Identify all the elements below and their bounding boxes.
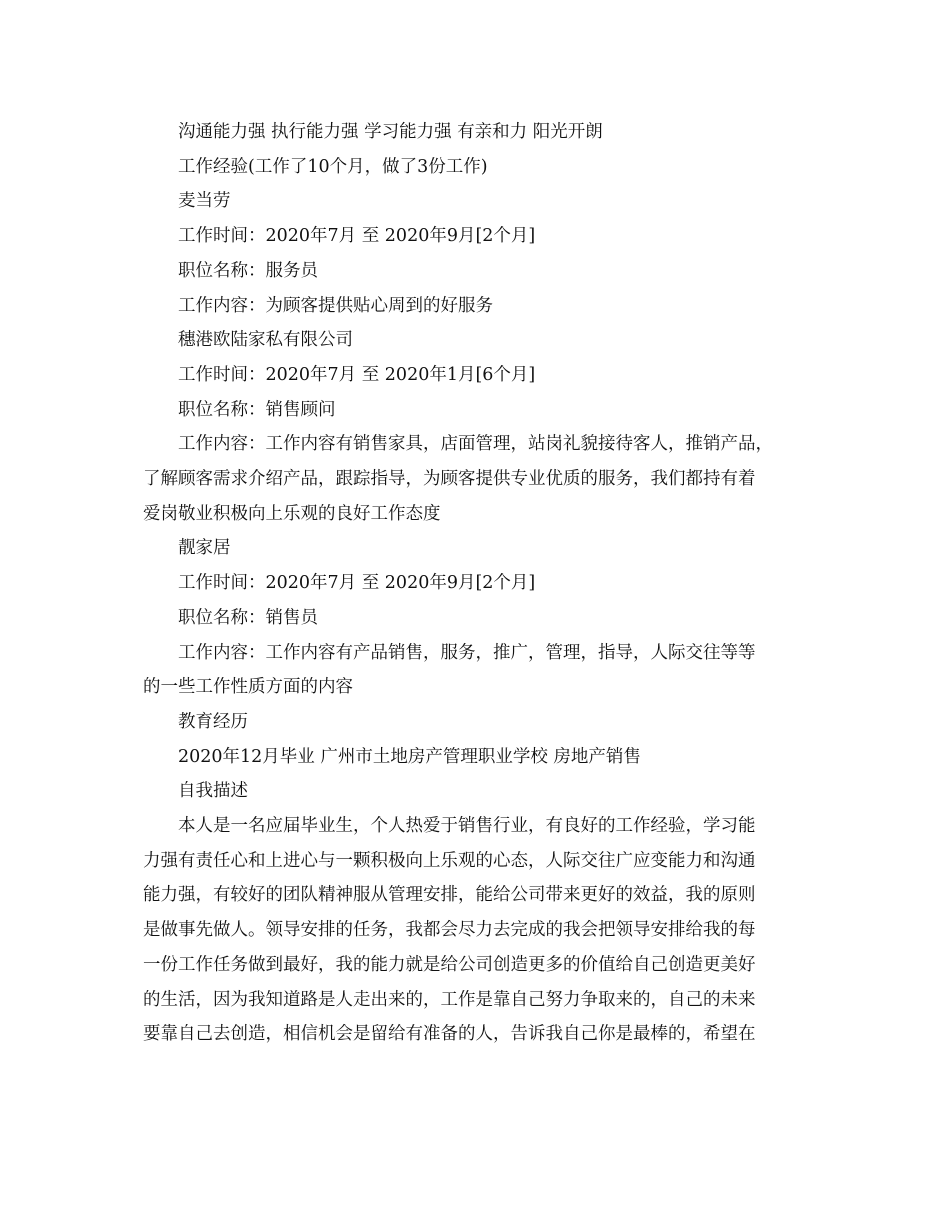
self-description-line: 本人是一名应届毕业生，个人热爱于销售行业，有良好的工作经验，学习能 — [178, 816, 756, 837]
job-content-paragraph — [143, 427, 803, 531]
job-company: 靓家居 — [178, 538, 231, 559]
job-position: 职位名称：服务员 — [178, 260, 318, 281]
self-description-line: 一份工作任务做到最好，我的能力就是给公司创造更多的价值给自己创造更美好 — [143, 954, 756, 975]
education-heading: 教育经历 — [178, 711, 248, 732]
job-time: 工作时间：2020年7月 至 2020年9月[2个月] — [178, 573, 536, 594]
self-description-heading: 自我描述 — [178, 781, 248, 802]
self-description-line: 要靠自己去创造，相信机会是留给有准备的人，告诉我自己你是最棒的，希望在 — [143, 1024, 756, 1045]
work-experience-heading: 工作经验(工作了10个月，做了3份工作) — [178, 156, 488, 177]
self-description-line: 力强有责任心和上进心与一颗积极向上乐观的心态，人际交往广应变能力和沟通 — [143, 850, 756, 871]
job-position: 职位名称：销售顾问 — [178, 399, 336, 420]
self-description-line: 的生活，因为我知道路是人走出来的，工作是靠自己努力争取来的，自己的未来 — [143, 989, 756, 1010]
job-company: 麦当劳 — [178, 191, 231, 212]
self-description-line: 能力强，有较好的团队精神服从管理安排，能给公司带来更好的效益，我的原则 — [143, 885, 756, 906]
skills-line: 沟通能力强 执行能力强 学习能力强 有亲和力 阳光开朗 — [178, 122, 603, 142]
job-content-line: 了解顾客需求介绍产品，跟踪指导，为顾客提供专业优质的服务，我们都持有着 — [143, 469, 756, 490]
self-description-line: 是做事先做人。领导安排的任务，我都会尽力去完成的我会把领导安排给我的每 — [143, 920, 756, 941]
self-description-paragraph — [143, 809, 803, 1052]
job-content: 工作内容：为顾客提供贴心周到的好服务 — [178, 295, 493, 316]
job-content-line: 工作内容：工作内容有产品销售，服务，推广，管理，指导，人际交往等等 — [178, 642, 756, 663]
job-time: 工作时间：2020年7月 至 2020年9月[2个月] — [178, 226, 536, 247]
job-content-paragraph — [143, 636, 803, 705]
job-content-line: 的一些工作性质方面的内容 — [143, 677, 353, 698]
education-entry: 2020年12月毕业 广州市土地房产管理职业学校 房地产销售 — [178, 746, 641, 767]
job-company: 穗港欧陆家私有限公司 — [178, 330, 353, 351]
job-time: 工作时间：2020年7月 至 2020年1月[6个月] — [178, 364, 536, 385]
job-position: 职位名称：销售员 — [178, 607, 318, 628]
job-content-line: 爱岗敬业积极向上乐观的良好工作态度 — [143, 503, 441, 524]
resume-body — [143, 115, 803, 1052]
job-content-line: 工作内容：工作内容有销售家具，店面管理，站岗礼貌接待客人，推销产品， — [178, 434, 773, 455]
